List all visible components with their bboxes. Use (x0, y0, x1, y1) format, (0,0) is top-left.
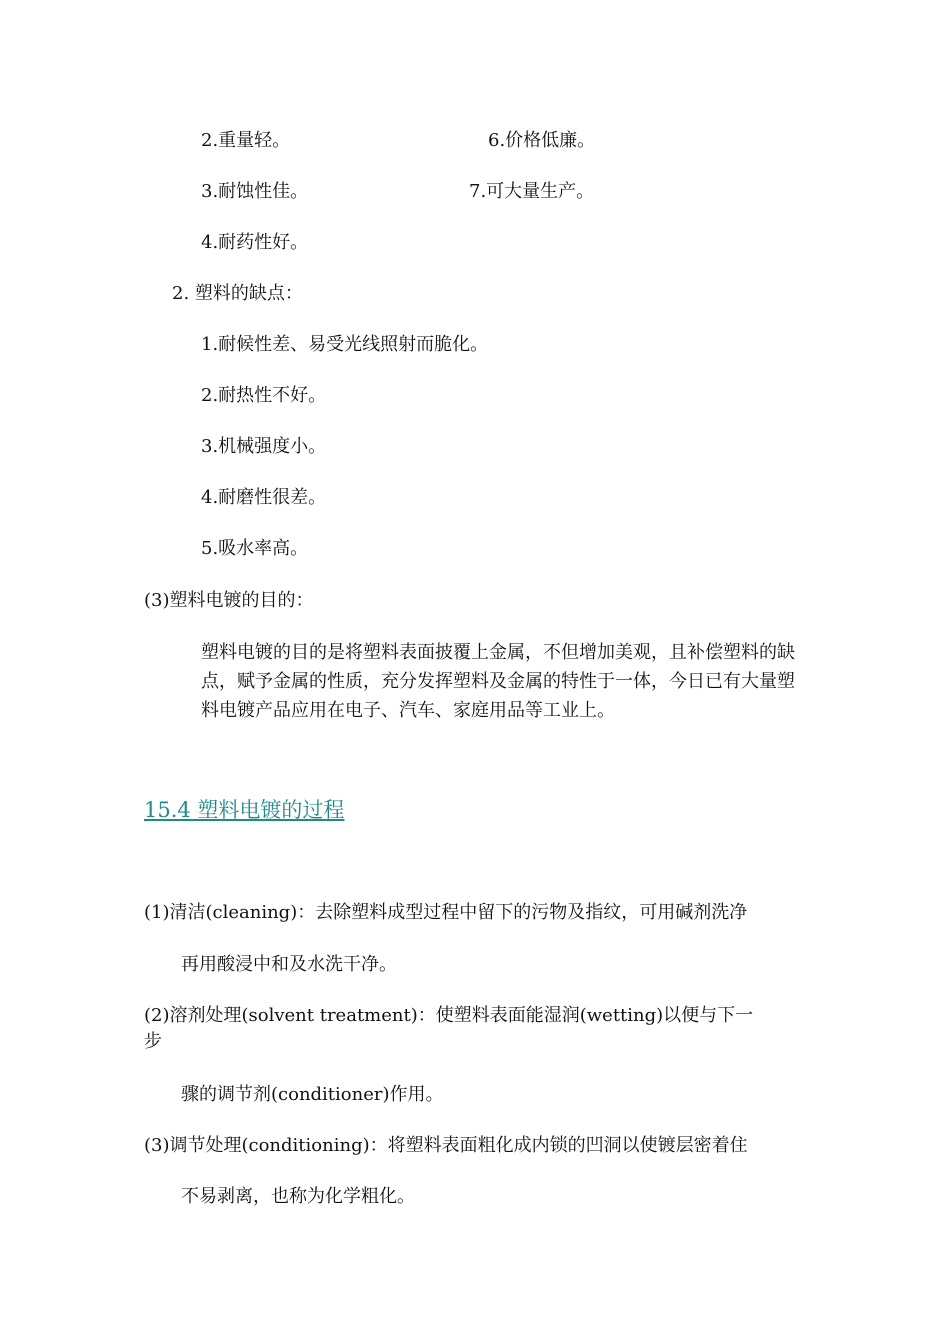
disadvantages-heading: 2. 塑料的缺点： (172, 283, 303, 304)
disadvantage-item: 5.吸水率高。 (201, 538, 309, 559)
advantage-item: 2.重量轻。 (201, 130, 291, 151)
process-step-3: (3)调节处理(conditioning)：将塑料表面粗化成内锁的凹洞以使镀层密着住 (144, 1135, 748, 1156)
process-step-2: (2)溶剂处理(solvent treatment)：使塑料表面能湿润(wetting)以便与下一 (144, 1005, 754, 1026)
advantage-item: 6.价格低廉。 (488, 130, 596, 151)
process-step-3-continuation: 不易剥离，也称为化学粗化。 (181, 1186, 415, 1207)
advantage-item: 7.可大量生产。 (469, 181, 595, 202)
process-step-2-continuation: 骤的调节剂(conditioner)作用。 (181, 1084, 444, 1105)
purpose-paragraph: 塑料电镀的目的是将塑料表面披覆上金属，不但增加美观，且补偿塑料的缺点，赋予金属的性质，充分发挥塑料及金属的特性于一体，今日已有大量塑料电镀产品应用在电子、汽车、家庭用品等工业上。 (201, 642, 795, 721)
disadvantage-item: 4.耐磨性很差。 (201, 487, 327, 508)
disadvantage-item: 2.耐热性不好。 (201, 385, 327, 406)
purpose-heading: (3)塑料电镀的目的： (144, 590, 314, 611)
process-step-1: (1)清洁(cleaning)：去除塑料成型过程中留下的污物及指纹，可用碱剂洗净 (144, 902, 748, 923)
process-step-2-wrap: 步 (144, 1031, 162, 1052)
advantage-item: 4.耐药性好。 (201, 232, 309, 253)
section-heading-link[interactable]: 15.4 塑料电镀的过程 (144, 798, 345, 822)
advantage-item: 3.耐蚀性佳。 (201, 181, 309, 202)
disadvantage-item: 3.机械强度小。 (201, 436, 327, 457)
process-step-1-continuation: 再用酸浸中和及水洗干净。 (181, 954, 397, 975)
disadvantage-item: 1.耐候性差、易受光线照射而脆化。 (201, 334, 489, 355)
